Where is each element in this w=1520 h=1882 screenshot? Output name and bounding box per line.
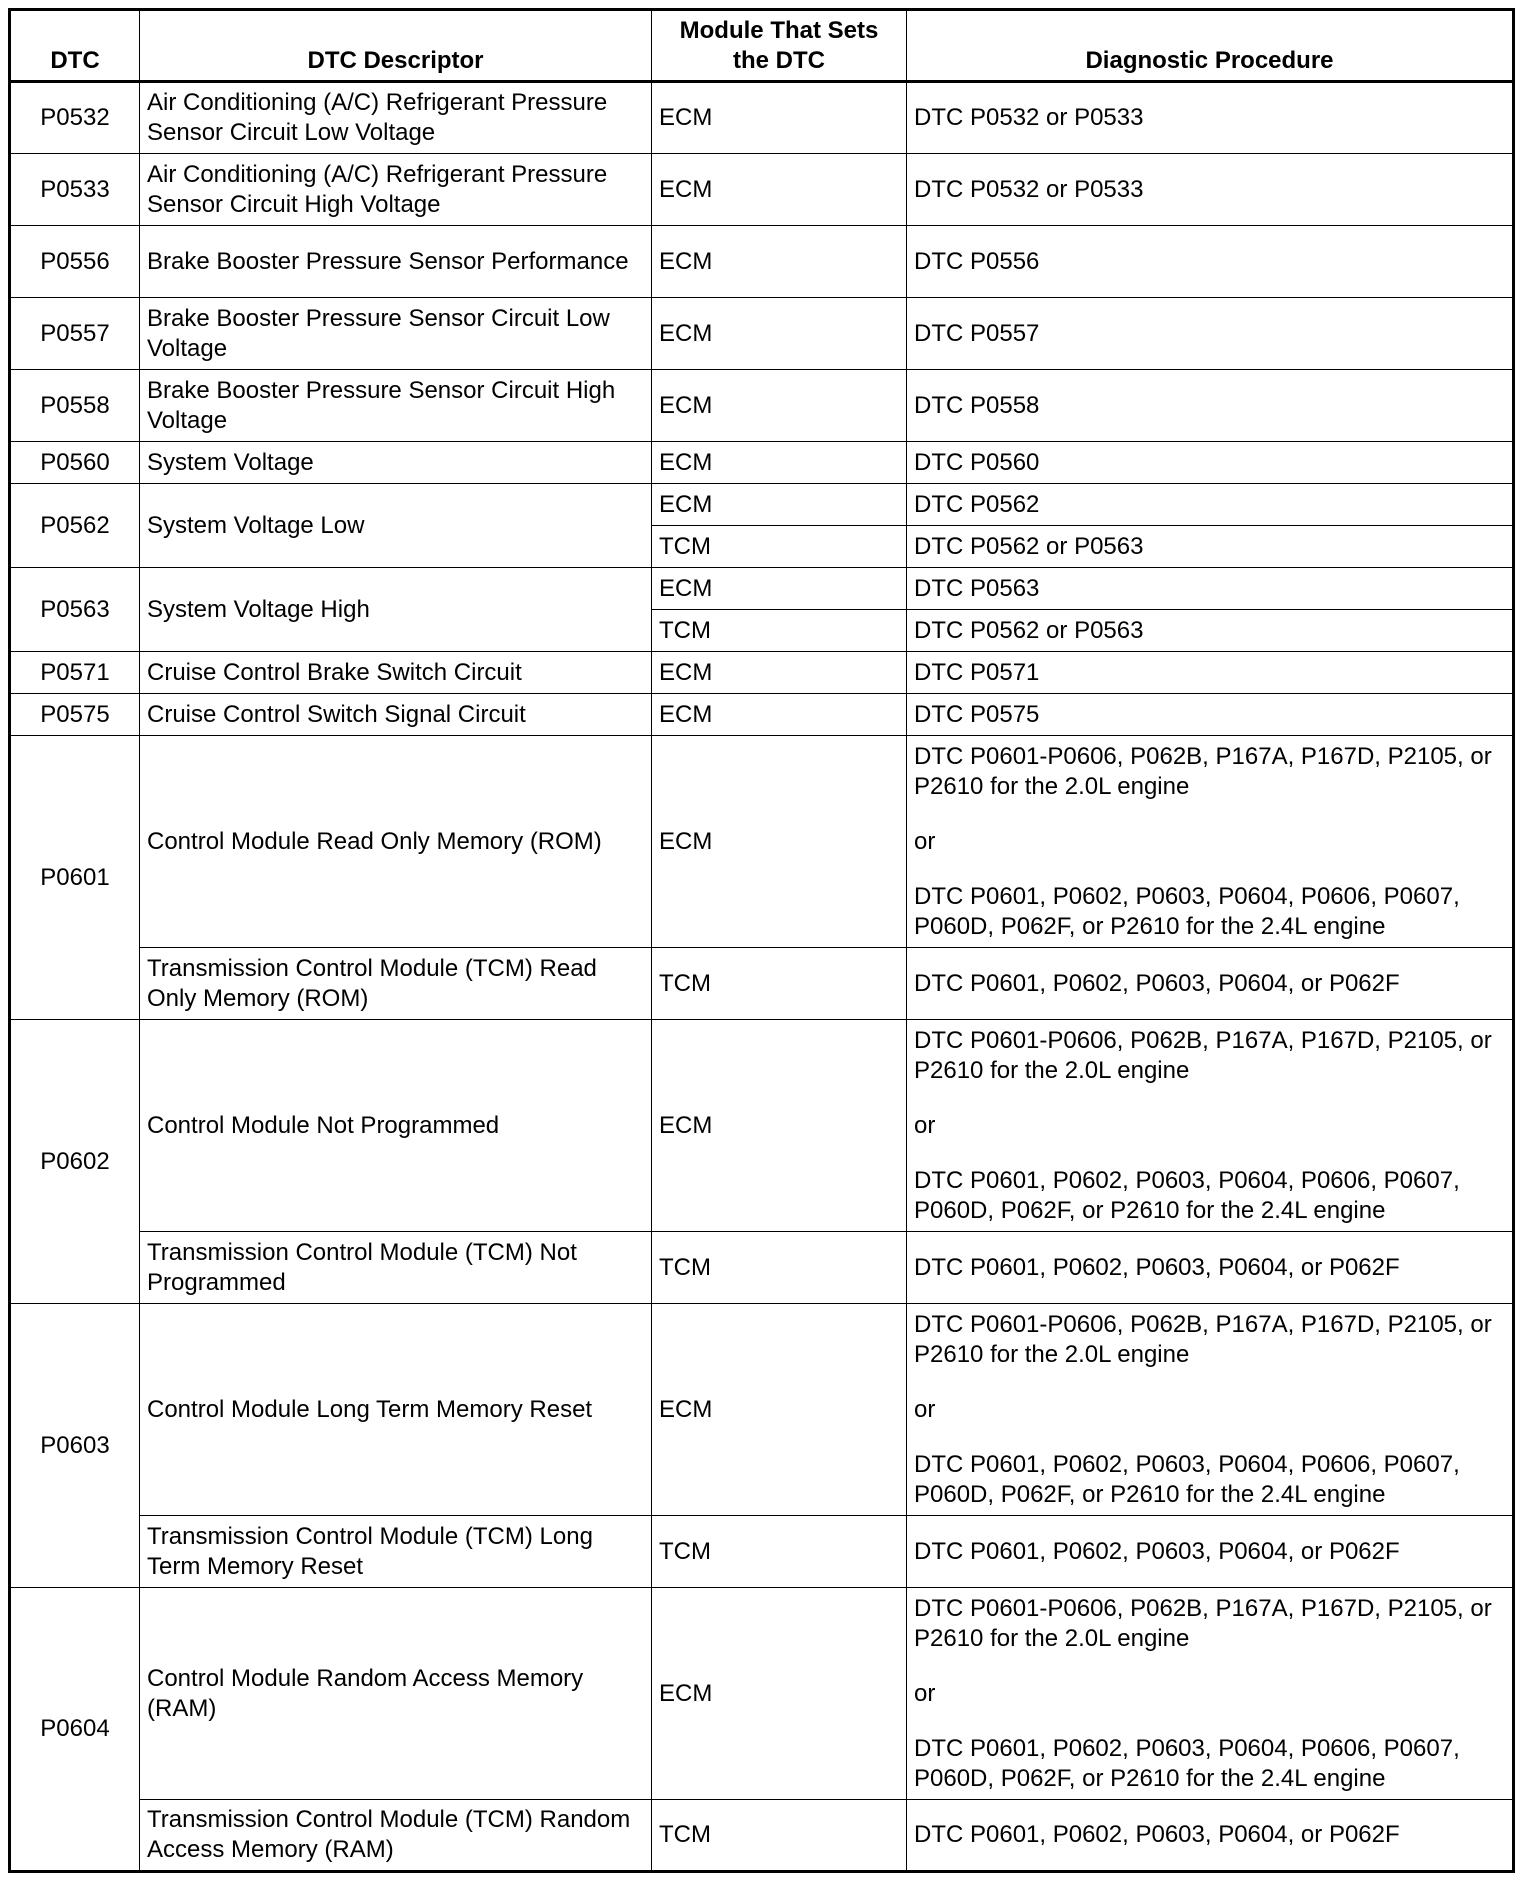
dtc-table (8, 8, 1515, 1873)
table-row (10, 1020, 1514, 1232)
dtc-module: ECM (652, 154, 907, 226)
dtc-descriptor: Cruise Control Brake Switch Circuit (140, 652, 652, 694)
dtc-descriptor: Transmission Control Module (TCM) Read Only Memory (ROM) (140, 948, 652, 1020)
dtc-descriptor: Transmission Control Module (TCM) Not Programmed (140, 1232, 652, 1304)
procedure-2-4l: DTC P0601, P0602, P0603, P0604, P0606, P0607, P060D, P062F, or P2610 for the 2.4L engine (914, 1450, 1460, 1508)
table-header-row (10, 10, 1514, 82)
dtc-module: ECM (652, 298, 907, 370)
dtc-descriptor: Brake Booster Pressure Sensor Circuit High Voltage (140, 370, 652, 442)
dtc-module: TCM (652, 948, 907, 1020)
dtc-procedure: DTC P0562 or P0563 (907, 526, 1514, 568)
procedure-2-0l: DTC P0601-P0606, P062B, P167A, P167D, P2105, or P2610 for the 2.0L engine (914, 1310, 1492, 1368)
procedure-2-4l: DTC P0601, P0602, P0603, P0604, P0606, P0607, P060D, P062F, or P2610 for the 2.4L engine (914, 1734, 1460, 1792)
dtc-module: ECM (652, 442, 907, 484)
table-row (10, 442, 1514, 484)
dtc-descriptor: Brake Booster Pressure Sensor Circuit Low Voltage (140, 298, 652, 370)
dtc-procedure: DTC P0532 or P0533 (907, 82, 1514, 154)
dtc-module: ECM (652, 484, 907, 526)
dtc-module: ECM (652, 652, 907, 694)
dtc-descriptor: System Voltage (140, 442, 652, 484)
dtc-procedure: DTC P0557 (907, 298, 1514, 370)
dtc-descriptor: Control Module Read Only Memory (ROM) (140, 736, 652, 948)
table-row (10, 1800, 1514, 1872)
dtc-module: ECM (652, 370, 907, 442)
table-row (10, 736, 1514, 948)
dtc-descriptor: Control Module Long Term Memory Reset (140, 1304, 652, 1516)
dtc-procedure: DTC P0601, P0602, P0603, P0604, or P062F (907, 1800, 1514, 1872)
dtc-code: P0556 (10, 226, 140, 298)
dtc-procedure (907, 736, 1514, 948)
table-row (10, 1516, 1514, 1588)
dtc-procedure: DTC P0575 (907, 694, 1514, 736)
procedure-or: or (914, 1111, 936, 1139)
dtc-descriptor: System Voltage Low (140, 484, 652, 568)
dtc-code: P0557 (10, 298, 140, 370)
dtc-descriptor: System Voltage High (140, 568, 652, 652)
dtc-module: TCM (652, 1800, 907, 1872)
dtc-descriptor: Air Conditioning (A/C) Refrigerant Pressure Sensor Circuit Low Voltage (140, 82, 652, 154)
dtc-module: ECM (652, 226, 907, 298)
header-procedure: Diagnostic Procedure (907, 10, 1514, 82)
table-row (10, 1304, 1514, 1516)
dtc-code: P0562 (10, 484, 140, 568)
dtc-procedure: DTC P0601, P0602, P0603, P0604, or P062F (907, 948, 1514, 1020)
procedure-2-0l: DTC P0601-P0606, P062B, P167A, P167D, P2105, or P2610 for the 2.0L engine (914, 742, 1492, 800)
dtc-procedure (907, 1020, 1514, 1232)
procedure-2-0l: DTC P0601-P0606, P062B, P167A, P167D, P2105, or P2610 for the 2.0L engine (914, 1594, 1492, 1652)
dtc-procedure: DTC P0562 (907, 484, 1514, 526)
dtc-module: ECM (652, 736, 907, 948)
table-row (10, 652, 1514, 694)
header-dtc: DTC (10, 10, 140, 82)
dtc-descriptor: Transmission Control Module (TCM) Random Access Memory (RAM) (140, 1800, 652, 1872)
dtc-code: P0601 (10, 736, 140, 1020)
dtc-procedure: DTC P0571 (907, 652, 1514, 694)
table-row (10, 298, 1514, 370)
procedure-or: or (914, 827, 936, 855)
table-row (10, 694, 1514, 736)
dtc-descriptor: Cruise Control Switch Signal Circuit (140, 694, 652, 736)
dtc-procedure (907, 1304, 1514, 1516)
dtc-code: P0563 (10, 568, 140, 652)
header-module: Module That Sets the DTC (652, 10, 907, 82)
table-row (10, 154, 1514, 226)
dtc-descriptor: Control Module Random Access Memory (RAM) (140, 1588, 652, 1800)
dtc-module: ECM (652, 1304, 907, 1516)
procedure-or: or (914, 1679, 936, 1707)
header-descriptor: DTC Descriptor (140, 10, 652, 82)
dtc-module: ECM (652, 568, 907, 610)
procedure-or: or (914, 1395, 936, 1423)
dtc-descriptor: Control Module Not Programmed (140, 1020, 652, 1232)
dtc-code: P0558 (10, 370, 140, 442)
dtc-procedure: DTC P0601, P0602, P0603, P0604, or P062F (907, 1232, 1514, 1304)
dtc-code: P0560 (10, 442, 140, 484)
procedure-2-4l: DTC P0601, P0602, P0603, P0604, P0606, P0607, P060D, P062F, or P2610 for the 2.4L engine (914, 882, 1460, 940)
dtc-procedure (907, 1588, 1514, 1800)
table-row (10, 226, 1514, 298)
dtc-code: P0532 (10, 82, 140, 154)
procedure-2-0l: DTC P0601-P0606, P062B, P167A, P167D, P2105, or P2610 for the 2.0L engine (914, 1026, 1492, 1084)
table-row (10, 568, 1514, 610)
table-row (10, 82, 1514, 154)
dtc-procedure: DTC P0562 or P0563 (907, 610, 1514, 652)
table-row (10, 1588, 1514, 1800)
dtc-module: TCM (652, 610, 907, 652)
table-row (10, 370, 1514, 442)
dtc-module: ECM (652, 1588, 907, 1800)
dtc-procedure: DTC P0563 (907, 568, 1514, 610)
dtc-module: TCM (652, 1516, 907, 1588)
dtc-procedure: DTC P0558 (907, 370, 1514, 442)
dtc-procedure: DTC P0601, P0602, P0603, P0604, or P062F (907, 1516, 1514, 1588)
dtc-code: P0603 (10, 1304, 140, 1588)
dtc-code: P0571 (10, 652, 140, 694)
dtc-module: TCM (652, 526, 907, 568)
dtc-code: P0533 (10, 154, 140, 226)
dtc-code: P0602 (10, 1020, 140, 1304)
dtc-code: P0604 (10, 1588, 140, 1872)
dtc-descriptor: Air Conditioning (A/C) Refrigerant Pressure Sensor Circuit High Voltage (140, 154, 652, 226)
dtc-procedure: DTC P0556 (907, 226, 1514, 298)
procedure-2-4l: DTC P0601, P0602, P0603, P0604, P0606, P0607, P060D, P062F, or P2610 for the 2.4L engine (914, 1166, 1460, 1224)
table-row (10, 1232, 1514, 1304)
dtc-procedure: DTC P0560 (907, 442, 1514, 484)
dtc-module: ECM (652, 82, 907, 154)
dtc-procedure: DTC P0532 or P0533 (907, 154, 1514, 226)
dtc-module: ECM (652, 1020, 907, 1232)
dtc-descriptor: Transmission Control Module (TCM) Long Term Memory Reset (140, 1516, 652, 1588)
dtc-module: ECM (652, 694, 907, 736)
dtc-code: P0575 (10, 694, 140, 736)
dtc-descriptor: Brake Booster Pressure Sensor Performance (140, 226, 652, 298)
dtc-module: TCM (652, 1232, 907, 1304)
table-row (10, 484, 1514, 526)
table-row (10, 948, 1514, 1020)
